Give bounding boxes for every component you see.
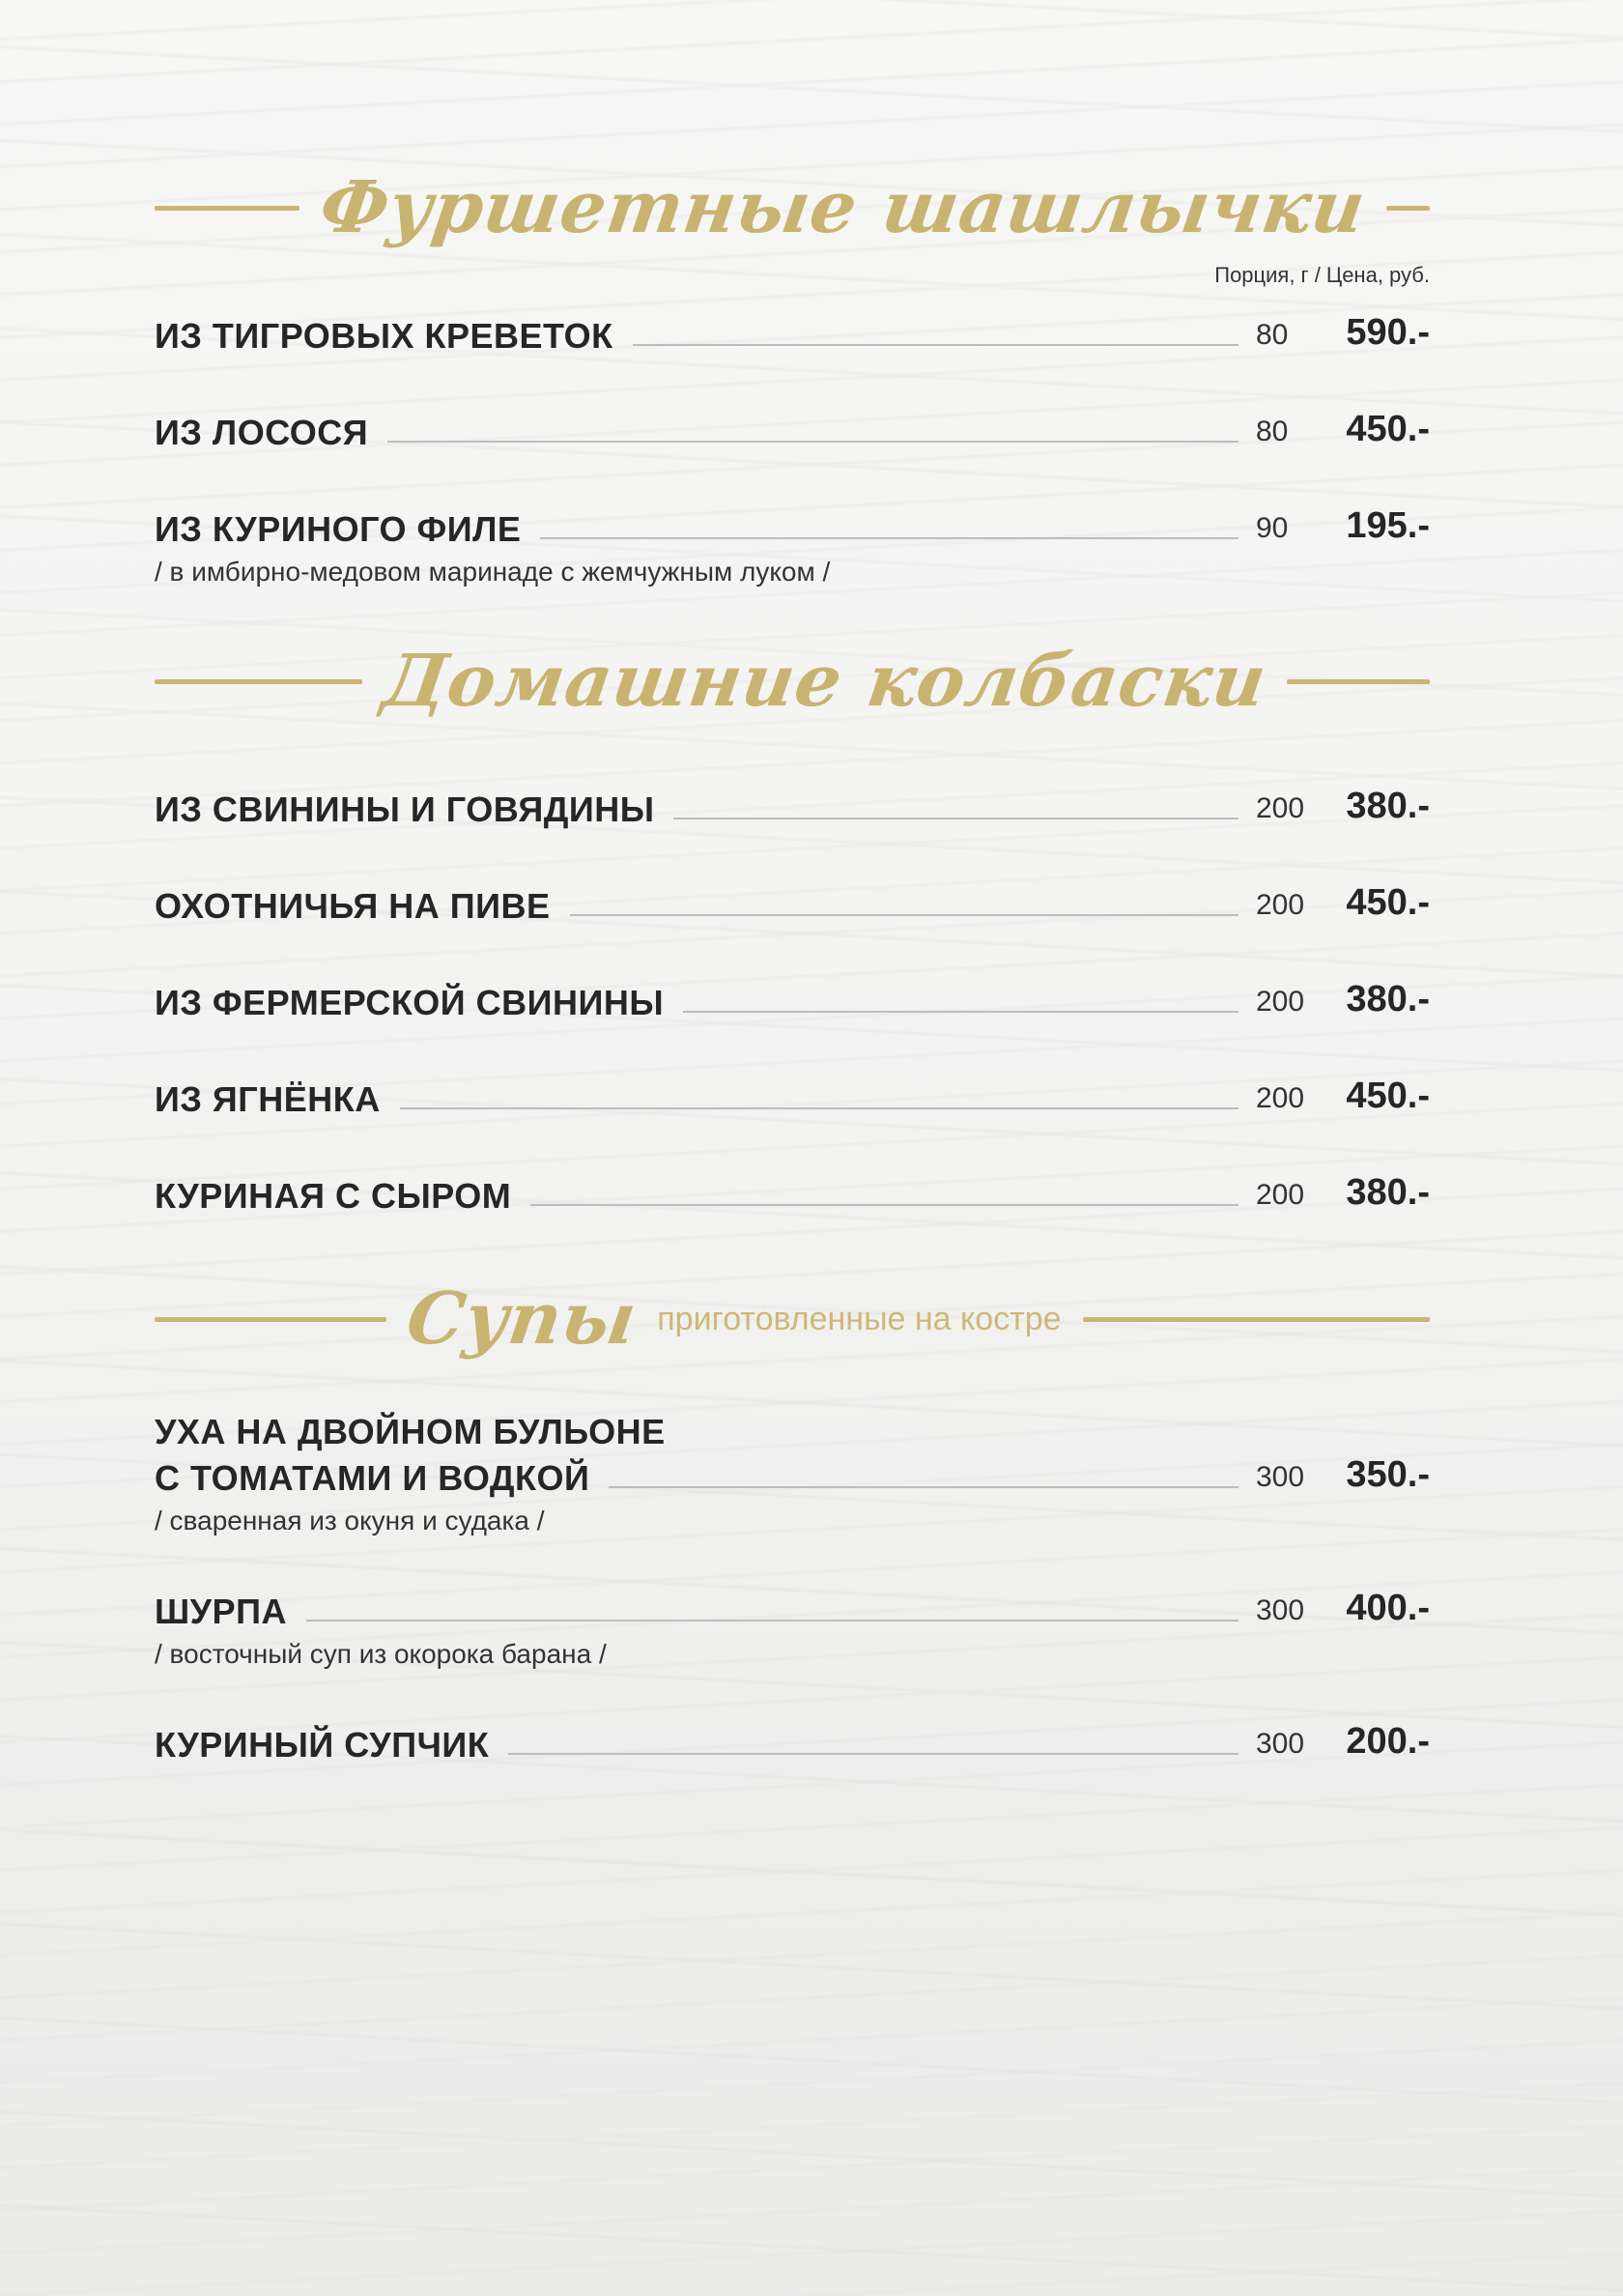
section-sausages xyxy=(155,618,1430,1218)
leader-line xyxy=(540,537,1239,539)
item-price: 380.- xyxy=(1346,786,1430,826)
leader-line xyxy=(673,818,1239,819)
item-name: КУРИНЫЙ СУПЧИК xyxy=(155,1725,490,1765)
leader-line xyxy=(609,1486,1239,1488)
item-name: ИЗ ФЕРМЕРСКОЙ СВИНИНЫ xyxy=(155,983,665,1022)
portion-price-legend: Порция, г / Цена, руб. xyxy=(1214,263,1430,287)
item-description: / восточный суп из окорока барана / xyxy=(155,1639,607,1669)
item-price: 450.- xyxy=(1346,882,1430,923)
heading-rule-right xyxy=(1386,206,1430,211)
item-portion: 200 xyxy=(1256,889,1305,921)
section-title: Фуршетные шашлычки xyxy=(314,166,1371,249)
heading-rule-right xyxy=(1287,679,1430,684)
item-name: ИЗ ЛОСОСЯ xyxy=(155,413,369,452)
item-price: 400.- xyxy=(1346,1588,1430,1628)
item-portion: 200 xyxy=(1256,1179,1305,1211)
menu-item xyxy=(155,970,1430,1024)
item-price: 350.- xyxy=(1346,1454,1430,1495)
heading-rule-right xyxy=(1083,1317,1430,1322)
section-heading xyxy=(155,618,1430,744)
section-heading xyxy=(155,1256,1430,1382)
leader-line xyxy=(387,441,1239,443)
item-portion: 80 xyxy=(1256,416,1289,447)
item-portion: 200 xyxy=(1256,986,1305,1018)
leader-line xyxy=(530,1204,1239,1206)
section-subtitle: приготовленные на костре xyxy=(657,1300,1062,1337)
item-price: 200.- xyxy=(1346,1721,1430,1762)
leader-line xyxy=(400,1107,1239,1109)
menu-item xyxy=(155,497,1430,588)
item-portion: 300 xyxy=(1256,1728,1305,1760)
item-portion: 300 xyxy=(1256,1594,1305,1626)
menu-item xyxy=(155,1163,1430,1218)
leader-line xyxy=(508,1753,1239,1755)
menu-item xyxy=(155,1067,1430,1121)
leader-line xyxy=(570,914,1239,916)
heading-rule-left xyxy=(155,679,362,684)
menu-item xyxy=(155,303,1430,358)
item-price: 450.- xyxy=(1346,1076,1430,1116)
section-title: Супы xyxy=(401,1277,642,1361)
leader-line xyxy=(633,344,1239,346)
menu-item xyxy=(155,400,1430,454)
item-price: 590.- xyxy=(1346,312,1430,353)
menu-item xyxy=(155,874,1430,928)
section-heading xyxy=(155,145,1430,271)
section-title: Домашние колбаски xyxy=(377,640,1272,723)
item-name-line1: УХА НА ДВОЙНОМ БУЛЬОНЕ xyxy=(155,1412,666,1451)
item-price: 380.- xyxy=(1346,1172,1430,1213)
leader-line xyxy=(306,1620,1239,1622)
item-price: 450.- xyxy=(1346,409,1430,449)
item-price: 380.- xyxy=(1346,979,1430,1019)
item-portion: 300 xyxy=(1256,1461,1305,1493)
item-name: ИЗ СВИНИНЫ И ГОВЯДИНЫ xyxy=(155,789,655,829)
section-soups xyxy=(155,1256,1430,1766)
leader-line xyxy=(683,1011,1239,1013)
item-name: ИЗ КУРИНОГО ФИЛЕ xyxy=(155,509,522,549)
item-description: / в имбирно-медовом маринаде с жемчужным луком / xyxy=(155,557,831,587)
heading-rule-left xyxy=(155,206,299,211)
section-skewers xyxy=(155,145,1430,588)
item-name: ИЗ ЯГНЁНКА xyxy=(155,1079,381,1119)
menu-item xyxy=(155,777,1430,831)
item-description: / сваренная из окуня и судака / xyxy=(155,1506,545,1535)
item-name: С ТОМАТАМИ И ВОДКОЙ xyxy=(155,1458,590,1498)
item-portion: 80 xyxy=(1256,319,1289,351)
menu-item xyxy=(155,1411,1430,1536)
item-price: 195.- xyxy=(1346,505,1430,546)
item-portion: 200 xyxy=(1256,792,1305,824)
item-name: ШУРПА xyxy=(155,1592,287,1631)
menu-item xyxy=(155,1579,1430,1670)
item-name: ИЗ ТИГРОВЫХ КРЕВЕТОК xyxy=(155,316,613,356)
menu-item xyxy=(155,1712,1430,1766)
item-portion: 200 xyxy=(1256,1082,1305,1114)
item-portion: 90 xyxy=(1256,512,1289,544)
heading-rule-left xyxy=(155,1317,386,1322)
item-name: КУРИНАЯ С СЫРОМ xyxy=(155,1176,512,1216)
item-name: ОХОТНИЧЬЯ НА ПИВЕ xyxy=(155,886,551,926)
